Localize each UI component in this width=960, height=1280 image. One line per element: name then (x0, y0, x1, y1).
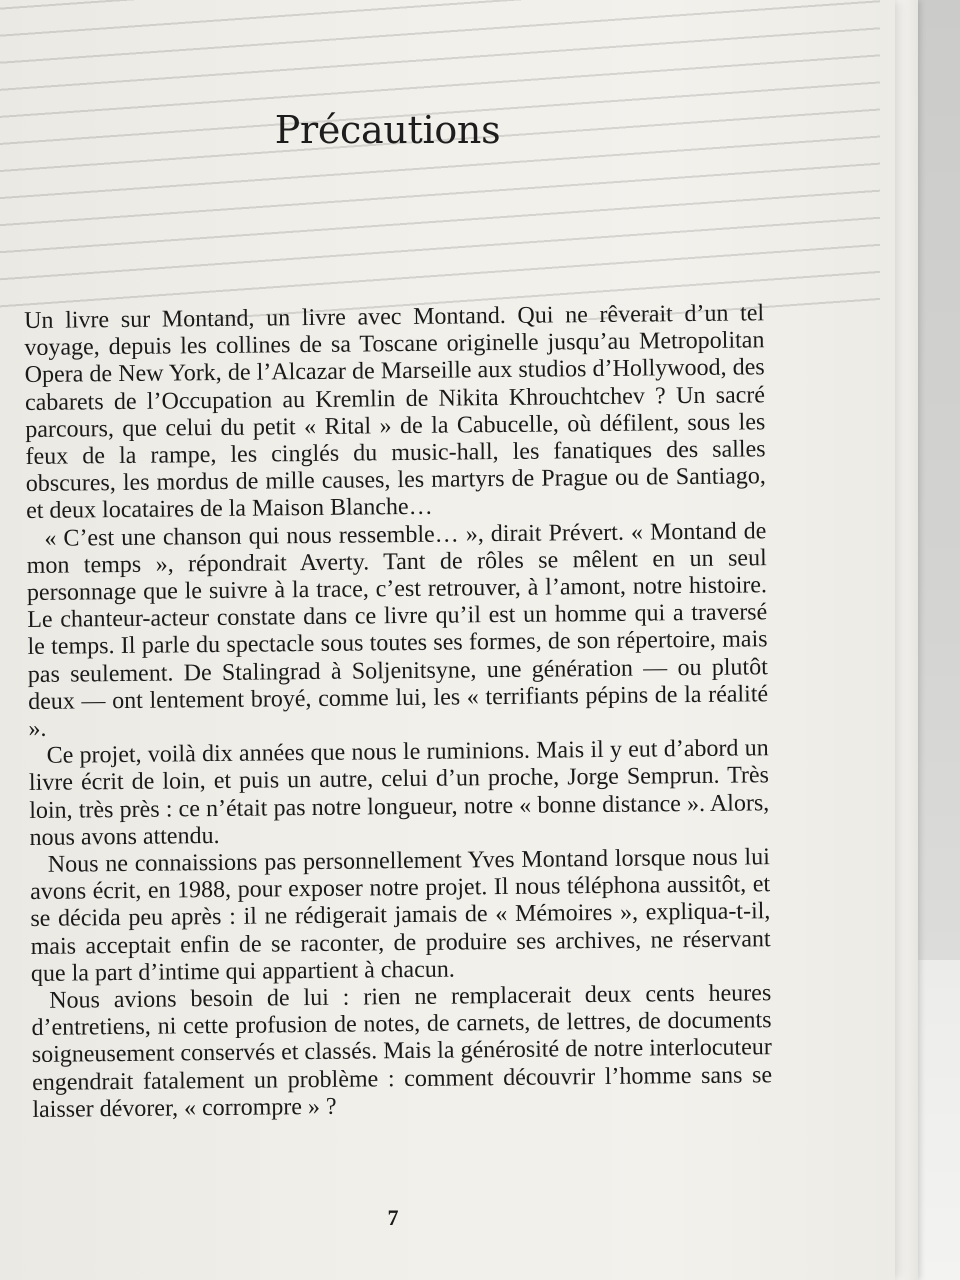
paragraph: Un livre sur Montand, un livre avec Montand. Qui ne rêverait d’un tel voyage, depuis les collines de sa Toscane originelle jusqu’au Metropolitan Opera de New York, de l’Alcazar de Marseille aux studios d’Hollywood, des cabarets de l’Occupation au Kremlin de Nikita Khrouchtchev ? Un sacré parcours, que celui du petit « Rital » de la Cabucelle, où défilent, sous les feux de la rampe, les cinglés du music-hall, les fanatiques des salles obscures, les mordus de mille causes, les martyrs de Prague ou de Santiago, et deux locataires de la Maison Blanche… (24, 300, 766, 525)
page-number: 7 (387, 1205, 399, 1230)
paragraph: « C’est une chanson qui nous ressemble… », dirait Prévert. « Montand de mon temps », répondrait Averty. Tant de rôles se mêlent en un seul personnage que le suivre à la trace, c’est retrouver, à l’amont, notre histoire. Le chanteur-acteur constate dans ce livre qu’il est un homme qui a traversé le temps. Il parle du spectacle sous toutes ses formes, de son répertoire, mais pas seulement. De Stalingrad à Soljenitsyne, une génération — ou plutôt deux — ont lentement broyé, comme lui, les « terrifiants pépins de la réalité ». (26, 517, 769, 743)
paragraph: Ce projet, voilà dix années que nous le ruminions. Mais il y eut d’abord un livre écrit de loin, et puis un autre, celui d’un proche, Jorge Semprun. Très loin, très près : ce n’était pas notre longueur, notre « bonne distance ». Alors, nous avons attendu. (28, 735, 770, 851)
paragraph: Nous ne connaissions pas personnellement Yves Montand lorsque nous lui avons écrit, en 1988, pour exposer notre projet. Il nous téléphona aussitôt, et se décida peu après : il ne rédigerait jamais de « Mémoires », expliqua-t-il, mais acceptait enfin de se raconter, de produire ses archives, ne réservant que la part d’intime qui appartient à chacun. (29, 844, 771, 987)
paragraph: Nous avions besoin de lui : rien ne remplacerait deux cents heures d’entretiens, ni cette profusion de notes, de carnets, de lettres, de documents soigneusement conservés et classés. Mais la générosité de notre interlocuteur engendrait fatalement un problème : comment découvrir l’homme sans se laisser dévorer, « corrompre » ? (31, 980, 773, 1123)
body-text (24, 300, 773, 1124)
chapter-title: Précautions (274, 108, 501, 152)
show-through-text (0, 0, 880, 320)
